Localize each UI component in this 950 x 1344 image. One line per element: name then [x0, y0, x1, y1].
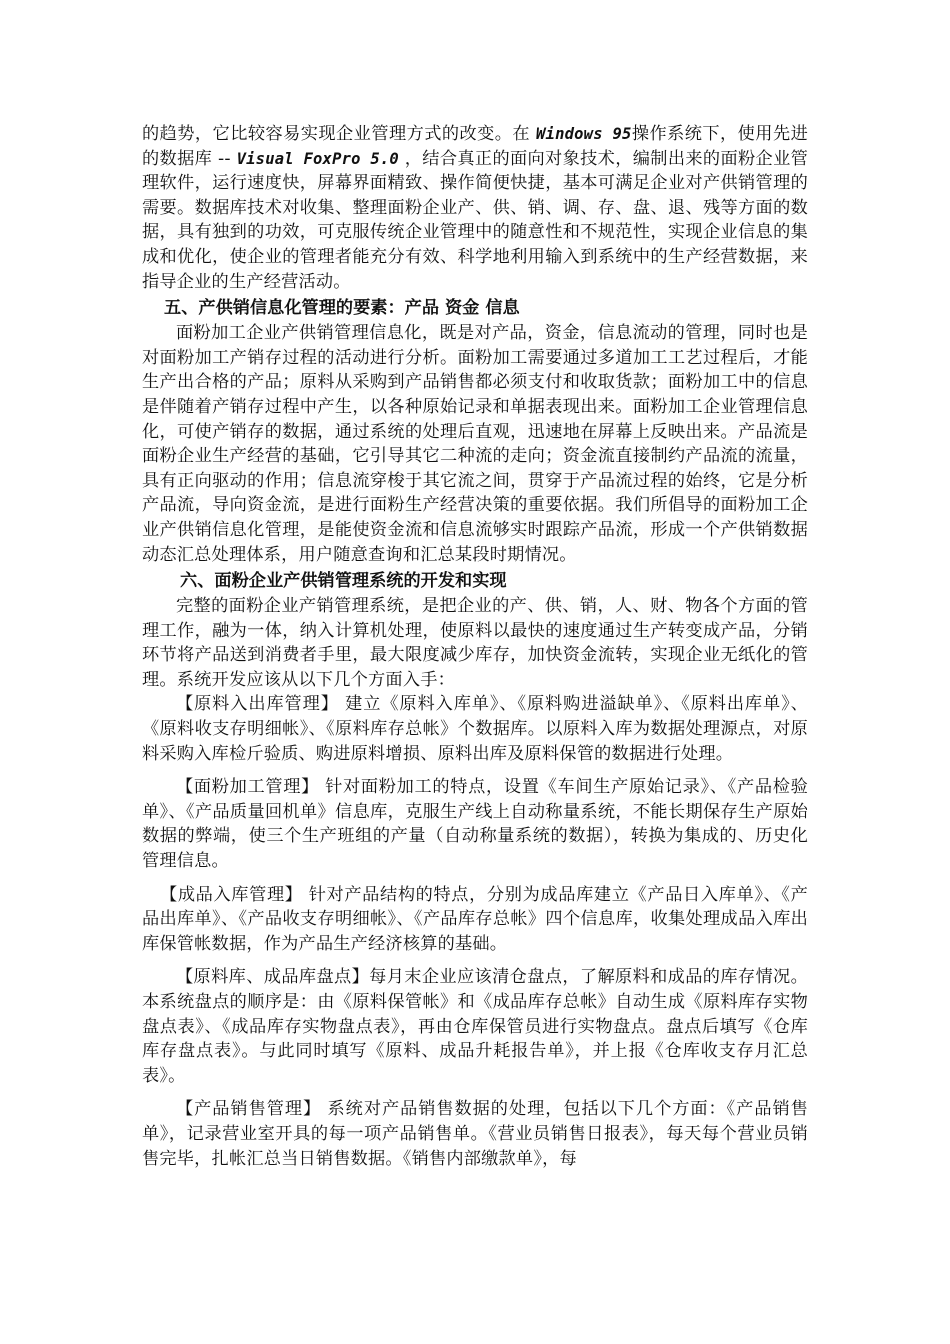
paragraph-elements: 面粉加工企业产供销管理信息化，既是对产品，资金，信息流动的管理，同时也是对面粉加工产销存过程的活动进行分析。面粉加工需要通过多道加工工艺过程后，才能生产出合格的产品；原料从采购到产品销售都必须支付和收取货款；面粉加工中的信息是伴随着产销存过程中产生，以各种原始记录和单据表现出来。面粉加工企业管理信息化，可使产销存的数据，通过系统的处理后直观，迅速地在屏幕上反映出来。产品流是面粉企业生产经营的基础，它引导其它二种流的走向；资金流直接制约产品流的流量，具有正向驱动的作用；信息流穿梭于其它流之间，贯穿于产品流过程的始终，它是分析产品流，导向资金流，是进行面粉生产经营决策的重要依据。我们所倡导的面粉加工企业产供销信息化管理，是能使资金流和信息流够实时跟踪产品流，形成一个产供销数据动态汇总处理体系，用户随意查询和汇总某段时期情况。 [142, 323, 808, 565]
os-name: Windows 95 [536, 125, 632, 143]
paragraph-inventory-count: 【原料库、成品库盘点】每月末企业应该清仓盘点，了解原料和成品的库存情况。本系统盘点的顺序是：由《原料保管帐》和《成品库存总帐》自动生成《原料库存实物盘点表》、《成品库存实物盘点表》，再由仓库保管员进行实物盘点。盘点后填写《仓库库存盘点表》。与此同时填写《原料、成品升耗报告单》，并上报《仓库收支存月汇总表》。 [142, 967, 808, 1086]
intro-text-c: ，结合真正的面向对象技术，编制出来的面粉企业管理软件，运行速度快，屏幕界面精致、操作简便快捷，基本可满足企业对产供销管理的需要。数据库技术对收集、整理面粉企业产、供、销、调、存、盘、退、残等方面的数据，具有独到的功效，可克服传统企业管理中的随意性和不规范性，实现企业信息的集成和优化，使企业的管理者能充分有效、科学地利用输入到系统中的生产经营数据，来指导企业的生产经营活动。 [142, 148, 808, 292]
document-page [142, 122, 808, 1171]
section-heading-5: 五、产供销信息化管理的要素：产品 资金 信息 [164, 298, 520, 319]
intro-text-b: 操作系统下，使用先进的数据库 -- [142, 124, 808, 169]
paragraph-raw-material-management: 【原料入出库管理】 建立《原料入库单》、《原料购进溢缺单》、《原料出库单》、《原料收支存明细帐》、《原料库存总帐》个数据库。以原料入库为数据处理源点，对原料采购入库检斤验质、购进原料增损、原料出库及原料保管的数据进行处理。 [142, 694, 808, 764]
section-heading-6: 六、面粉企业产供销管理系统的开发和实现 [180, 571, 507, 592]
paragraph-system-overview: 完整的面粉企业产销管理系统，是把企业的产、供、销，人、财、物各个方面的管理工作，融为一体，纳入计算机处理，使原料以最快的速度通过生产转变成产品，分销环节将产品送到消费者手里，最大限度减少库存，加快资金流转，实现企业无纸化的管理。系统开发应该从以下几个方面入手： [142, 596, 808, 690]
paragraph-flour-processing-management: 【面粉加工管理】 针对面粉加工的特点，设置《车间生产原始记录》、《产品检验单》、《产品质量回机单》信息库，克服生产线上自动称量系统，不能长期保存生产原始数据的弊端，使三个生产班组的产量（自动称量系统的数据），转换为集成的、历史化管理信息。 [142, 777, 808, 872]
database-name: Visual FoxPro 5.0 [236, 149, 399, 168]
intro-text-a: 的趋势，它比较容易实现企业管理方式的改变。在 [142, 124, 536, 144]
paragraph-finished-goods-management: 【成品入库管理】 针对产品结构的特点，分别为成品库建立《产品日入库单》、《产品出库单》、《产品收支存明细帐》、《产品库存总帐》四个信息库，收集处理成品入库出库保管帐数据，作为产品生产经济核算的基础。 [142, 884, 808, 954]
paragraph-sales-management: 【产品销售管理】 系统对产品销售数据的处理，包括以下几个方面：《产品销售单》，记录营业室开具的每一项产品销售单。《营业员销售日报表》，每天每个营业员销售完毕，扎帐汇总当日销售数据。《销售内部缴款单》，每 [142, 1099, 808, 1169]
paragraph-intro [142, 122, 808, 294]
